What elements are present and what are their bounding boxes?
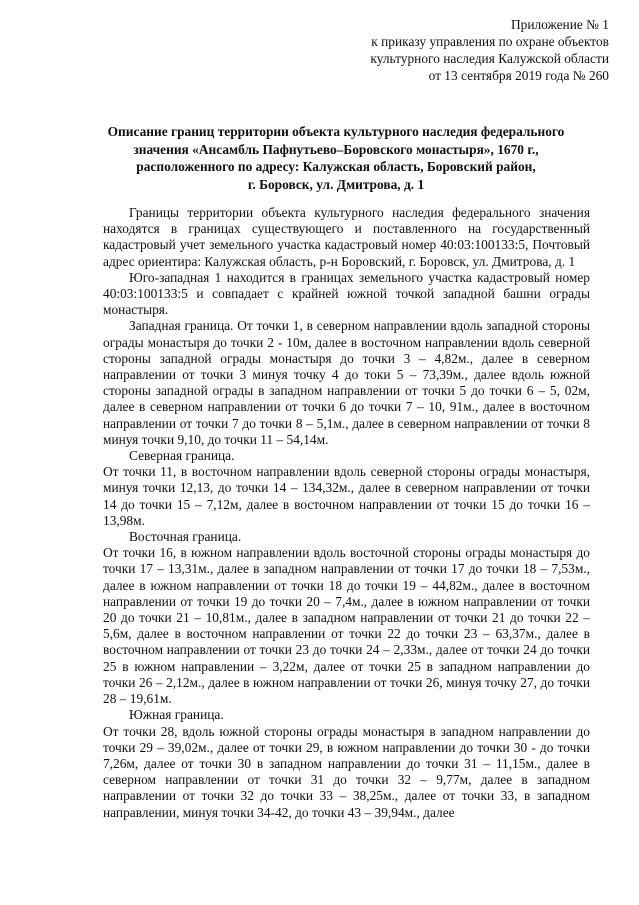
north-boundary-heading: Северная граница.	[129, 448, 235, 464]
appendix-reference	[289, 16, 609, 84]
title-line-2: значения «Ансамбль Пафнутьево–Боровского монастыря», 1670 г.,	[133, 141, 539, 157]
south-boundary-paragraph: От точки 28, вдоль южной стороны ограды монастыря в западном направлении до точки 29 – 39,02м., далее от точки 29, в южном направлении до точки 30 - до точки 7,26м, далее от точки 30 в западном направлении до точки 31 – 11,15м., далее в северном направлении от точки 31 до точки 32 – 9,77м, далее в западном направлении от точки 32 до точки 33 – 38,25м., далее от точки 33, в западном направлении, минуя точки 34-42, до точки 43 – 39,94м., далее	[103, 723, 590, 820]
appendix-order-line: к приказу управления по охране объектов	[371, 34, 609, 49]
appendix-authority-line: культурного наследия Калужской области	[370, 51, 609, 66]
east-boundary-paragraph: От точки 16, в южном направлении вдоль восточной стороны ограды монастыря до точки 17 – 13,31м., далее в западном направлении от точки 17 до точки 18 – 7,53м., далее в южном направлении от точки 18 до точки 19 – 44,82м., далее в восточном направлении от точки 19 до точки 20 – 7,4м., далее в южном направлении от точки 20 до точки 21 – 10,81м., далее в западном направлении от точки 21 до точки 22 – 5,6м, далее в восточном направлении от точки 22 до точки 23 – 63,37м., далее в восточном направлении от точки 23 до точки 24 – 2,33м., далее от точки 24 до точки 25 в южном направлении – 3,22м, далее от точки 25 в западном направлении до точки 26 – 2,12м., далее в южном направлении от точки 26, минуя точку 27, до точки 28 – 19,61м.	[103, 545, 590, 707]
west-boundary-paragraph: Западная граница. От точки 1, в северном направлении вдоль западной стороны ограды монастыря до точки 2 - 10м, далее в восточном направлении вдоль северной стороны западной ограды монастыря до точки 3 – 4,82м., далее в северном направлении от точки 3 минуя точку 4 до токи 5 – 73,39м., далее вдоль южной стороны западной ограды в западном направлении от точки 5 до точки 6 – 5, 02м, далее в северном направлении от точки 6 до точки 7 – 10, 91м., далее в восточном направлении от точки 7 до точки 8 – 5,1м., далее в северном направлении от точки 8 минуя точки 9,10, до точки 11 – 54,14м.	[103, 318, 590, 447]
document-title	[100, 123, 572, 193]
document-body	[103, 205, 590, 821]
south-boundary-heading: Южная граница.	[129, 707, 224, 723]
north-boundary-paragraph: От точки 11, в восточном направлении вдоль северной стороны ограды монастыря, минуя точки 12,13, до точки 14 – 134,32м., далее в северном направлении от точки 14 до точки 15 – 7,12м, далее в восточном направлении от точки 15 до точки 16 – 13,98м.	[103, 464, 590, 528]
appendix-number: Приложение № 1	[510, 17, 609, 32]
title-line-4: г. Боровск, ул. Дмитрова, д. 1	[247, 176, 425, 192]
title-line-1: Описание границ территории объекта культурного наследия федерального	[107, 124, 565, 139]
title-line-3: расположенного по адресу: Калужская область, Боровский район,	[136, 159, 536, 174]
southwest-paragraph: Юго-западная 1 находится в границах земельного участка кадастровый номер 40:03:100133:5 и совпадает с крайней южной точкой западной башни ограды монастыря.	[103, 269, 590, 318]
appendix-date-line: от 13 сентября 2019 года № 260	[428, 68, 609, 83]
east-boundary-heading: Восточная граница.	[129, 529, 242, 545]
intro-paragraph: Границы территории объекта культурного наследия федерального значения находятся в границах существующего и поставленного на государственный кадастровый учет земельного участка кадастровый номер 40:03:100133:5, Почтовый адрес ориентира: Калужская область, р-н Боровский, г. Боровск, ул. Дмитрова, д. 1	[103, 205, 590, 269]
